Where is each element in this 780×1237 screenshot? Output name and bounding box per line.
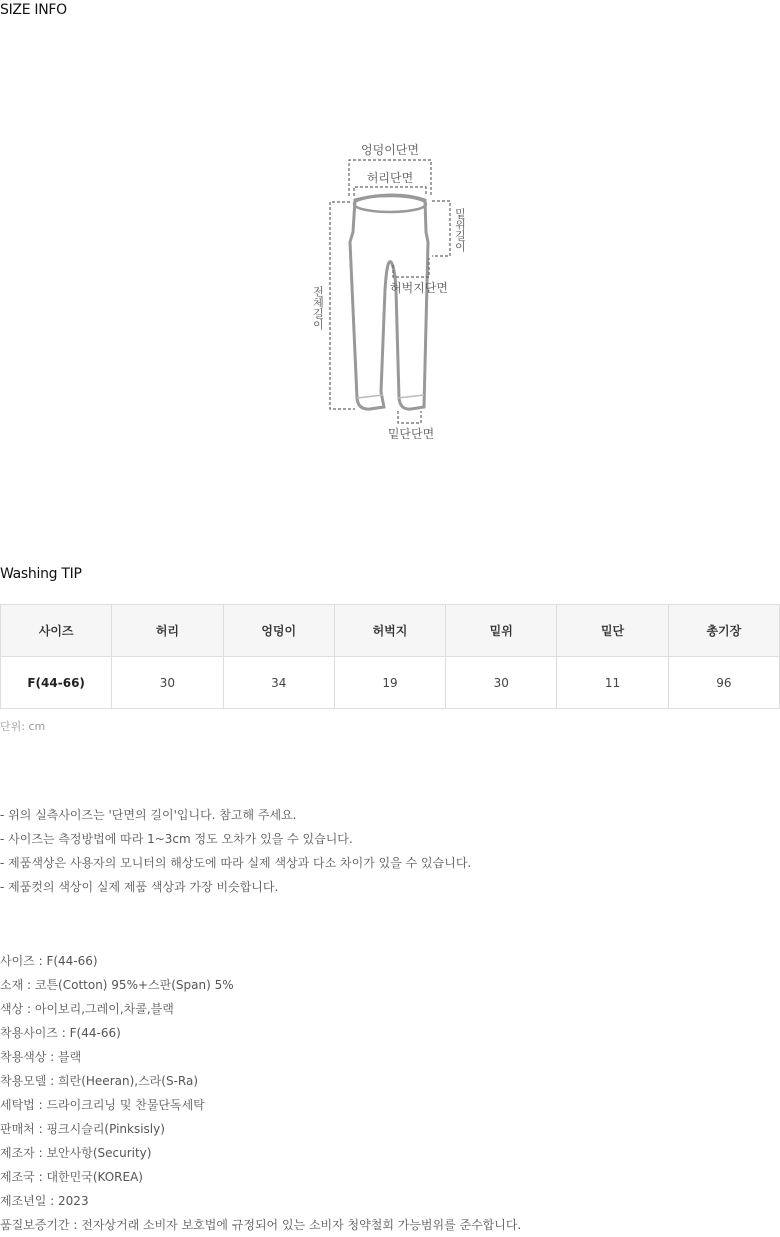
info-color: 색상 : 아이보리,그레이,차콜,블랙 bbox=[0, 1002, 174, 1016]
note-line: - 제품컷의 색상이 실제 제품 색상과 가장 비슷합니다. bbox=[0, 880, 279, 894]
info-size: 사이즈 : F(44-66) bbox=[0, 954, 98, 968]
info-material: 소재 : 코튼(Cotton) 95%+스판(Span) 5% bbox=[0, 978, 234, 992]
label-hem: 밑단단면 bbox=[387, 427, 435, 441]
note-line: - 위의 실측사이즈는 '단면의 길이'입니다. 참고해 주세요. bbox=[0, 808, 297, 822]
cell-thigh: 19 bbox=[334, 657, 445, 709]
info-country: 제조국 : 대한민국(KOREA) bbox=[0, 1170, 143, 1184]
cell-rise: 30 bbox=[446, 657, 557, 709]
header-size: 사이즈 bbox=[1, 605, 112, 657]
size-table bbox=[0, 604, 780, 709]
thigh-dimension bbox=[393, 258, 429, 277]
label-rise: 밑위길이 bbox=[453, 208, 467, 252]
label-thigh: 허벅지단면 bbox=[390, 281, 448, 295]
header-hip: 엉덩이 bbox=[223, 605, 334, 657]
cell-hip: 34 bbox=[223, 657, 334, 709]
unit-label: 단위: cm bbox=[0, 720, 46, 733]
note-line: - 제품색상은 사용자의 모니터의 해상도에 따라 실제 색상과 다소 차이가 있을 수 있습니다. bbox=[0, 856, 472, 870]
info-wear-size: 착용사이즈 : F(44-66) bbox=[0, 1026, 121, 1040]
info-seller: 판매처 : 핑크시슬리(Pinksisly) bbox=[0, 1122, 165, 1136]
pants-size-diagram bbox=[0, 130, 780, 460]
header-rise: 밑위 bbox=[446, 605, 557, 657]
info-model: 착용모델 : 희란(Heeran),스라(S-Ra) bbox=[0, 1074, 199, 1088]
note-line: - 사이즈는 측정방법에 따라 1~3cm 정도 오차가 있을 수 있습니다. bbox=[0, 832, 353, 846]
info-wear-color: 착용색상 : 블랙 bbox=[0, 1050, 82, 1064]
pants-outline bbox=[350, 195, 428, 409]
header-thigh: 허벅지 bbox=[334, 605, 445, 657]
header-waist: 허리 bbox=[112, 605, 223, 657]
cell-waist: 30 bbox=[112, 657, 223, 709]
label-hip: 엉덩이단면 bbox=[361, 143, 419, 157]
hem-dimension bbox=[398, 411, 421, 423]
info-washing: 세탁법 : 드라이크리닝 및 찬물단독세탁 bbox=[0, 1098, 205, 1112]
info-manufacturer: 제조자 : 보안사항(Security) bbox=[0, 1146, 152, 1160]
header-total-length: 총기장 bbox=[668, 605, 779, 657]
washing-tip-title: Washing TIP bbox=[0, 566, 82, 582]
info-warranty: 품질보증기간 : 전자상거래 소비자 보호법에 규정되어 있는 소비자 청약철회 가능범위를 준수합니다. bbox=[0, 1218, 522, 1232]
cell-hem: 11 bbox=[557, 657, 668, 709]
label-total-length: 전체길이 bbox=[311, 286, 325, 330]
pants-waistband bbox=[354, 196, 426, 212]
size-info-title: SIZE INFO bbox=[0, 2, 67, 18]
label-waist: 허리단면 bbox=[366, 171, 414, 185]
table-row bbox=[1, 657, 780, 709]
rise-dimension bbox=[432, 201, 450, 256]
info-year: 제조년일 : 2023 bbox=[0, 1194, 89, 1208]
cell-total-length: 96 bbox=[668, 657, 779, 709]
header-hem: 밑단 bbox=[557, 605, 668, 657]
size-table-header-row bbox=[1, 605, 780, 657]
cell-size: F(44-66) bbox=[1, 657, 112, 709]
